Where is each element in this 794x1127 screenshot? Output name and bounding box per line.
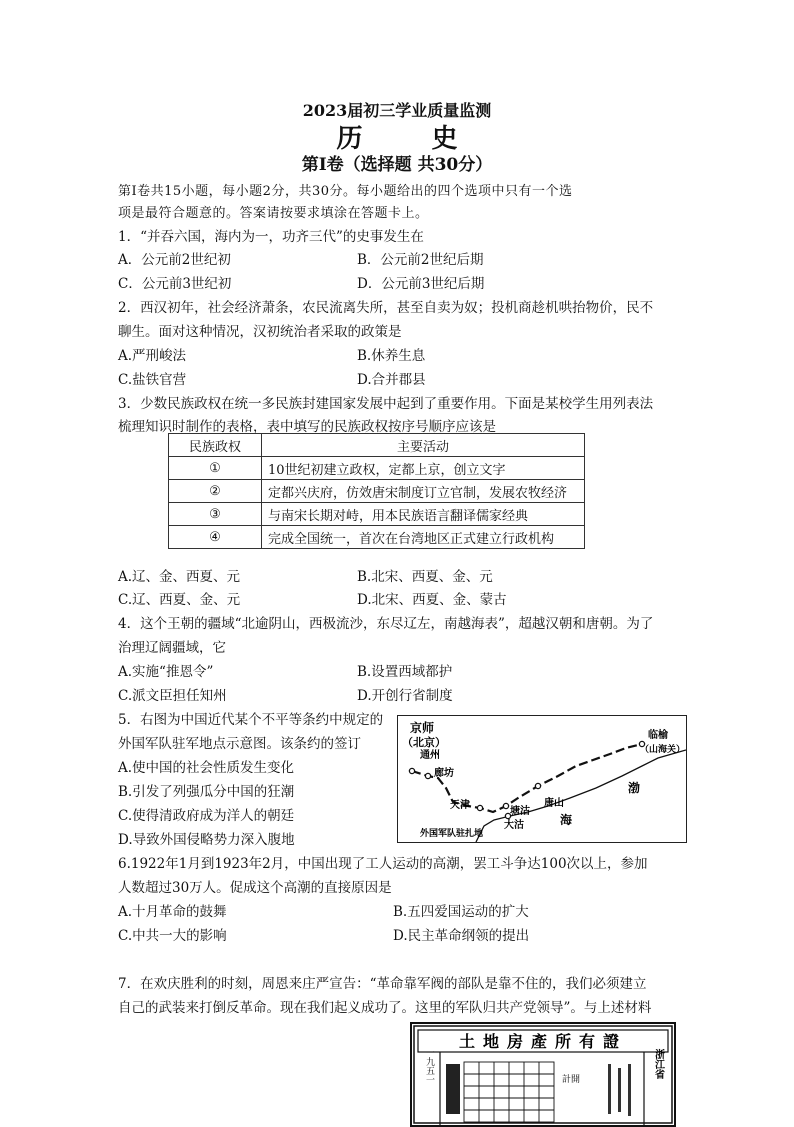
q4-option-d: D.开创行省制度 — [357, 688, 453, 704]
table-cell-activity: 10世纪初建立政权，定都上京，创立文字 — [262, 457, 585, 480]
table-row — [169, 503, 585, 526]
q5-option-b: B.引发了列强瓜分中国的狂潮 — [118, 784, 295, 800]
q6-stem-line-1: 6.1922年1月到1923年2月，中国出现了工人运动的高潮，罢工斗争达100次以上，参加 — [118, 856, 648, 872]
q3-stem-line-1: 3．少数民族政权在统一多民族封建国家发展中起到了重要作用。下面是某校学生用列表法 — [118, 396, 654, 412]
land-certificate-svg — [412, 1024, 674, 1125]
instruction-line-2: 项是最符合题意的。答案请按要求填涂在答题卡上。 — [118, 206, 429, 221]
garrison-map-svg — [398, 716, 686, 842]
map-label-linyu: 临榆 — [648, 730, 668, 741]
garrison-marker-langfang — [425, 773, 430, 778]
garrison-marker-tanggu — [503, 803, 508, 808]
table-cell-activity: 与南宋长期对峙，用本民族语言翻译儒家经典 — [262, 503, 585, 526]
table-cell-activity: 完成全国统一，首次在台湾地区正式建立行政机构 — [262, 526, 585, 549]
q5-option-a: A.使中国的社会性质发生变化 — [118, 760, 295, 776]
q3-stem-line-2: 梳理知识时制作的表格，表中填写的民族政权按序号顺序应该是 — [118, 419, 496, 435]
map-label-tongzhou: 通州 — [420, 750, 440, 761]
q2-option-b: B.休养生息 — [357, 348, 426, 364]
q6-option-d: D.民主革命纲领的提出 — [393, 928, 530, 944]
q6-option-c: C.中共一大的影响 — [118, 928, 227, 944]
section-title: 第Ⅰ卷（选择题 共30分） — [301, 155, 493, 175]
exam-title: 2023届初三学业质量监测 — [302, 101, 492, 120]
q6-option-b: B.五四爱国运动的扩大 — [393, 904, 529, 920]
map-label-tangshan: 唐山 — [544, 798, 564, 809]
q4-stem-line-1: 4．这个王朝的疆域“北逾阴山，西极流沙，东尽辽左，南越海表”，超越汉朝和唐朝。为了 — [118, 616, 654, 632]
instruction-line-1: 第Ⅰ卷共15小题，每小题2分，共30分。每小题给出的四个选项中只有一个选 — [118, 184, 573, 199]
q3-option-d: D.北宋、西夏、金、蒙古 — [357, 592, 507, 608]
q7-stem-line-1: 7．在欢庆胜利的时刻，周恩来庄严宣告：“革命靠军阀的部队是靠不住的，我们必须建立 — [118, 976, 647, 992]
table-row — [169, 457, 585, 480]
q2-option-c: C.盐铁官营 — [118, 372, 187, 388]
map-label-tanggu: 塘沽 — [510, 806, 530, 817]
certificate-side-text: 浙江省 — [652, 1049, 664, 1079]
q1-option-b: B．公元前2世纪后期 — [357, 252, 484, 268]
q5-stem-line-2: 外国军队驻军地点示意图。该条约的签订 — [118, 736, 361, 752]
map-label-capital: 京师 — [410, 721, 435, 735]
certificate-note: 計開 — [562, 1075, 581, 1085]
q1-option-d: D．公元前3世纪后期 — [357, 276, 485, 292]
subject-title: 历 史 — [336, 124, 488, 154]
q2-stem-line-2: 聊生。面对这种情况，汉初统治者采取的政策是 — [118, 324, 402, 340]
table-header-cell: 主要活动 — [262, 434, 585, 457]
table-header-row — [169, 434, 585, 457]
q3-option-b: B.北宋、西夏、金、元 — [357, 569, 493, 585]
q5-option-c: C.使得清政府成为洋人的朝廷 — [118, 808, 295, 824]
map-label-shanhaiguan: （山海关） — [640, 745, 686, 755]
table-cell-number: ① — [169, 457, 262, 480]
table-cell-number: ② — [169, 480, 262, 503]
q3-option-c: C.辽、西夏、金、元 — [118, 592, 241, 608]
q4-option-a: A.实施“推恩令” — [118, 664, 214, 680]
garrison-marker-tongzhou — [409, 768, 414, 773]
certificate-year: 一九五一 — [424, 1048, 434, 1084]
map-label-dagu: 大沽 — [504, 820, 524, 831]
q2-stem-line-1: 2．西汉初年，社会经济萧条，农民流离失所，甚至自卖为奴；投机商趁机哄抬物价，民不 — [118, 300, 654, 316]
table-header-cell: 民族政权 — [169, 434, 262, 457]
q1-option-a: A．公元前2世纪初 — [118, 252, 231, 268]
q2-option-a: A.严刑峻法 — [118, 348, 187, 364]
q5-option-d: D.导致外国侵略势力深入腹地 — [118, 832, 295, 848]
q4-option-c: C.派文臣担任知州 — [118, 688, 227, 704]
regime-table — [168, 433, 585, 549]
land-certificate-image — [410, 1022, 676, 1127]
map-legend: 外国军队驻扎地 — [420, 829, 484, 839]
q1-option-c: C．公元前3世纪初 — [118, 276, 232, 292]
table-row — [169, 480, 585, 503]
map-label-hai: 海 — [560, 813, 573, 827]
q6-option-a: A.十月革命的鼓舞 — [118, 904, 227, 920]
garrison-marker-tangshan — [535, 783, 540, 788]
map-label-tianjin: 天津 — [450, 800, 470, 811]
certificate-title: 土地房產所有證 — [458, 1032, 628, 1051]
map-label-bo: 渤 — [628, 781, 641, 795]
q2-option-d: D.合并郡县 — [357, 372, 426, 388]
q7-stem-line-2: 自己的武装来打倒反革命。现在我们起义成功了。这里的军队归共产党领导”。与上述材料 — [118, 1000, 652, 1016]
q1-stem: 1．“并吞六国，海内为一，功齐三代”的史事发生在 — [118, 229, 424, 245]
q3-option-a: A.辽、金、西夏、元 — [118, 569, 241, 585]
q4-option-b: B.设置西域都护 — [357, 664, 453, 680]
q6-stem-line-2: 人数超过30万人。促成这个高潮的直接原因是 — [118, 880, 392, 896]
map-label-langfang: 廊坊 — [434, 768, 454, 779]
garrison-map — [397, 715, 687, 843]
table-cell-number: ③ — [169, 503, 262, 526]
map-label-capital-note: （北京） — [402, 736, 446, 749]
garrison-marker-tianjin — [477, 805, 482, 810]
table-cell-number: ④ — [169, 526, 262, 549]
table-row — [169, 526, 585, 549]
q4-stem-line-2: 治理辽阔疆域，它 — [118, 640, 226, 656]
q5-stem-line-1: 5．右图为中国近代某个不平等条约中规定的 — [118, 712, 384, 728]
table-cell-activity: 定都兴庆府，仿效唐宋制度订立官制，发展农牧经济 — [262, 480, 585, 503]
